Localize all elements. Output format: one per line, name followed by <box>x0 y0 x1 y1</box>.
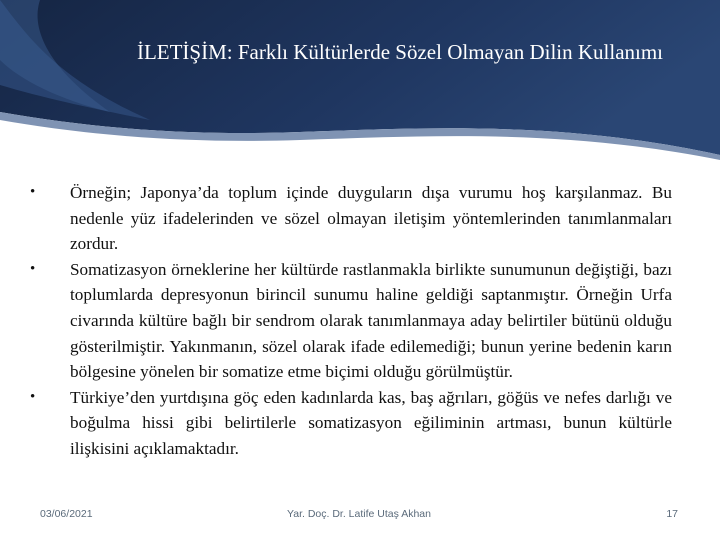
bullet-text: Türkiye’den yurtdışına göç eden kadınlarda kas, baş ağrıları, göğüs ve nefes darlığı ve boğulma hissi gibi belirtilerle somatizasyon eğiliminin artması, bunun kültürle ilişkisini açıklamaktadır. <box>70 387 672 458</box>
footer-author: Yar. Doç. Dr. Latife Utaş Akhan <box>287 508 431 520</box>
bullet-list <box>30 180 672 462</box>
slide-title: İLETİŞİM: Farklı Kültürlerde Sözel Olmayan Dilin Kullanımı <box>136 40 664 64</box>
bullet-item <box>30 180 672 257</box>
bullet-item <box>30 385 672 462</box>
header-background <box>0 0 720 160</box>
bullet-item <box>30 257 672 385</box>
bullet-icon: • <box>30 388 36 405</box>
footer-date: 03/06/2021 <box>40 508 93 520</box>
bullet-icon: • <box>30 260 36 277</box>
bullet-icon: • <box>30 184 36 200</box>
page-number: 17 <box>666 508 678 520</box>
bullet-text: Somatizasyon örneklerine her kültürde rastlanmakla birlikte sunumunun değiştiği, bazı toplumlarda depresyonun birincil sunumu haline geldiği saptanmıştır. Örneğin Urfa civarında kültüre bağlı bir sendrom olarak tanımlanmaya aday belirtiler bütünü olduğu gösterilmiştir. Yakınmanın, sözel olarak ifade edilemediği; bunun yerine bedenin karın bölgesine yönelen bir somatize etme biçimi olduğu görülmüştür. <box>70 259 672 382</box>
bullet-text: Örneğin; Japonya’da toplum içinde duyguların dışa vurumu hoş karşılanmaz. Bu nedenle yüz ifadelerinden ve sözel olmayan iletişim yöntemlerinden tanımlanmaları zordur. <box>70 183 672 254</box>
slide-header <box>0 0 720 160</box>
